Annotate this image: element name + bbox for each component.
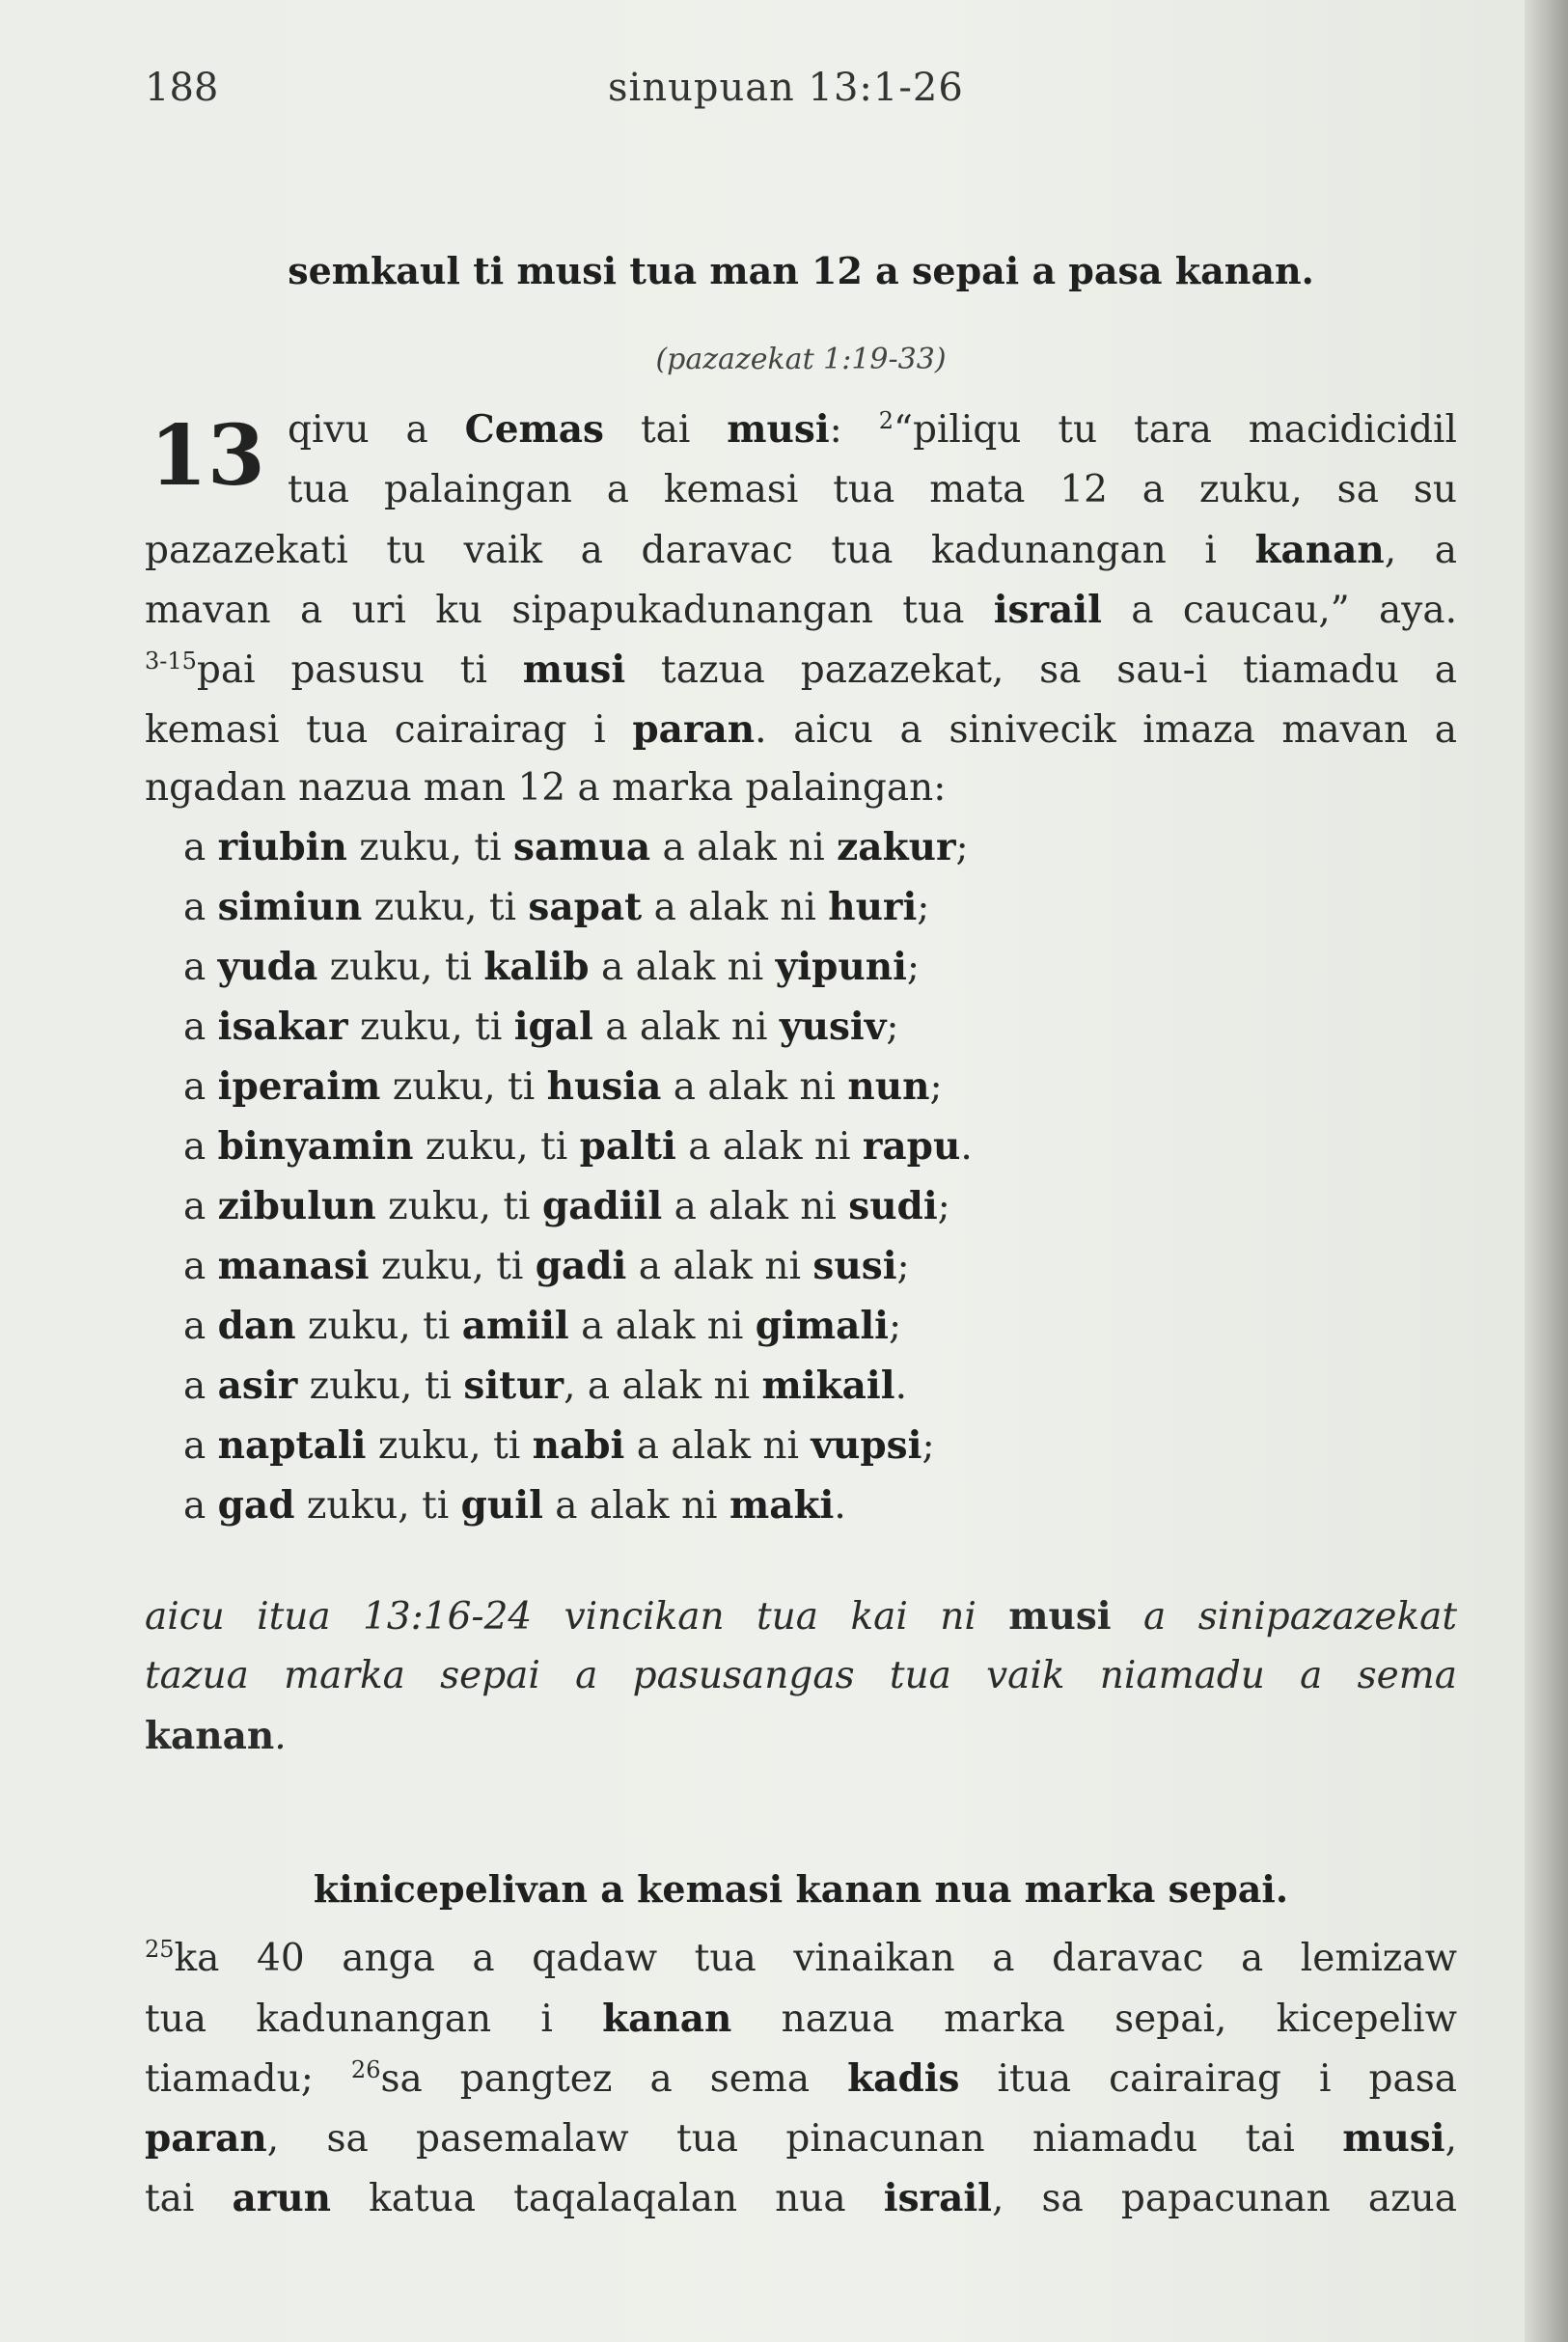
list-item: a isakar zuku, ti igal a alak ni yusiv; bbox=[183, 1005, 899, 1049]
list-item: a gad zuku, ti guil a alak ni maki. bbox=[183, 1483, 846, 1528]
verse-number: 2 bbox=[878, 407, 894, 434]
text-line: kemasi tua cairairag i paran. aicu a sinivecik imaza mavan a bbox=[145, 707, 1457, 752]
verse-number: 25 bbox=[145, 1936, 175, 1963]
list-item: a naptali zuku, ti nabi a alak ni vupsi; bbox=[183, 1423, 935, 1468]
verse-number: 3-15 bbox=[145, 647, 197, 675]
text-line: ngadan nazua man 12 a marka palaingan: bbox=[145, 766, 947, 810]
text-line: pazazekati tu vaik a daravac tua kadunangan i kanan, a bbox=[145, 528, 1458, 572]
section-heading-1: semkaul ti musi tua man 12 a sepai a pasa kanan. bbox=[288, 249, 1314, 292]
text-line: tiamadu; $^{26}$sa pangtez a sema kadis itua cairairag i pasa bbox=[145, 2056, 1457, 2101]
text-line: paran, sa pasemalaw tua pinacunan niamadu tai musi, bbox=[145, 2116, 1457, 2161]
running-header bbox=[145, 66, 1457, 124]
text-line: tua palaingan a kemasi tua mata 12 a zuku, sa su bbox=[288, 468, 1457, 511]
list-item: a binyamin zuku, ti palti a alak ni rapu. bbox=[183, 1124, 973, 1169]
list-item: a simiun zuku, ti sapat a alak ni huri; bbox=[183, 885, 930, 929]
tribe-list bbox=[183, 817, 1245, 1535]
list-item: a dan zuku, ti amiil a alak ni gimali; bbox=[183, 1304, 902, 1348]
list-item: a asir zuku, ti situr, a alak ni mikail. bbox=[183, 1364, 907, 1408]
page-number: 188 bbox=[145, 66, 219, 110]
text-line: mavan a uri ku sipapukadunangan tua israil a caucau,” aya. bbox=[145, 588, 1457, 632]
text-line: qivu a Cemas tai musi: $^2$“piliqu tu tara macidicidil bbox=[288, 407, 1457, 452]
list-item: a zibulun zuku, ti gadiil a alak ni sudi; bbox=[183, 1184, 950, 1228]
list-item: a manasi zuku, ti gadi a alak ni susi; bbox=[183, 1244, 910, 1288]
note-line: aicu itua 13:16-24 vincikan tua kai ni musi a sinipazazekat bbox=[145, 1594, 1457, 1639]
text-line: tai arun katua taqalaqalan nua israil, sa papacunan azua bbox=[145, 2176, 1457, 2220]
list-item: a riubin zuku, ti samua a alak ni zakur; bbox=[183, 825, 969, 869]
chapter-reference: sinupuan 13:1-26 bbox=[608, 66, 964, 110]
note-line: kanan. bbox=[145, 1714, 287, 1758]
verse-number: 26 bbox=[350, 2056, 381, 2083]
section-heading-2: kinicepelivan a kemasi kanan nua marka sepai. bbox=[313, 1867, 1289, 1911]
list-item: a yuda zuku, ti kalib a alak ni yipuni; bbox=[183, 945, 921, 989]
note-line: tazua marka sepai a pasusangas tua vaik niamadu a sema bbox=[145, 1654, 1457, 1697]
text-line: tua kadunangan i kanan nazua marka sepai, kicepeliw bbox=[145, 1997, 1458, 2041]
text-line: $^{3-15}$pai pasusu ti musi tazua pazazekat, sa sau-i tiamadu a bbox=[145, 647, 1457, 692]
book-spine-edge bbox=[1525, 0, 1568, 2342]
chapter-number: 13 bbox=[150, 407, 265, 505]
text-line: $^{25}$ka 40 anga a qadaw tua vinaikan a daravac a lemizaw bbox=[145, 1936, 1457, 1980]
cross-reference: (pazazekat 1:19-33) bbox=[655, 343, 947, 376]
list-item: a iperaim zuku, ti husia a alak ni nun; bbox=[183, 1064, 943, 1109]
